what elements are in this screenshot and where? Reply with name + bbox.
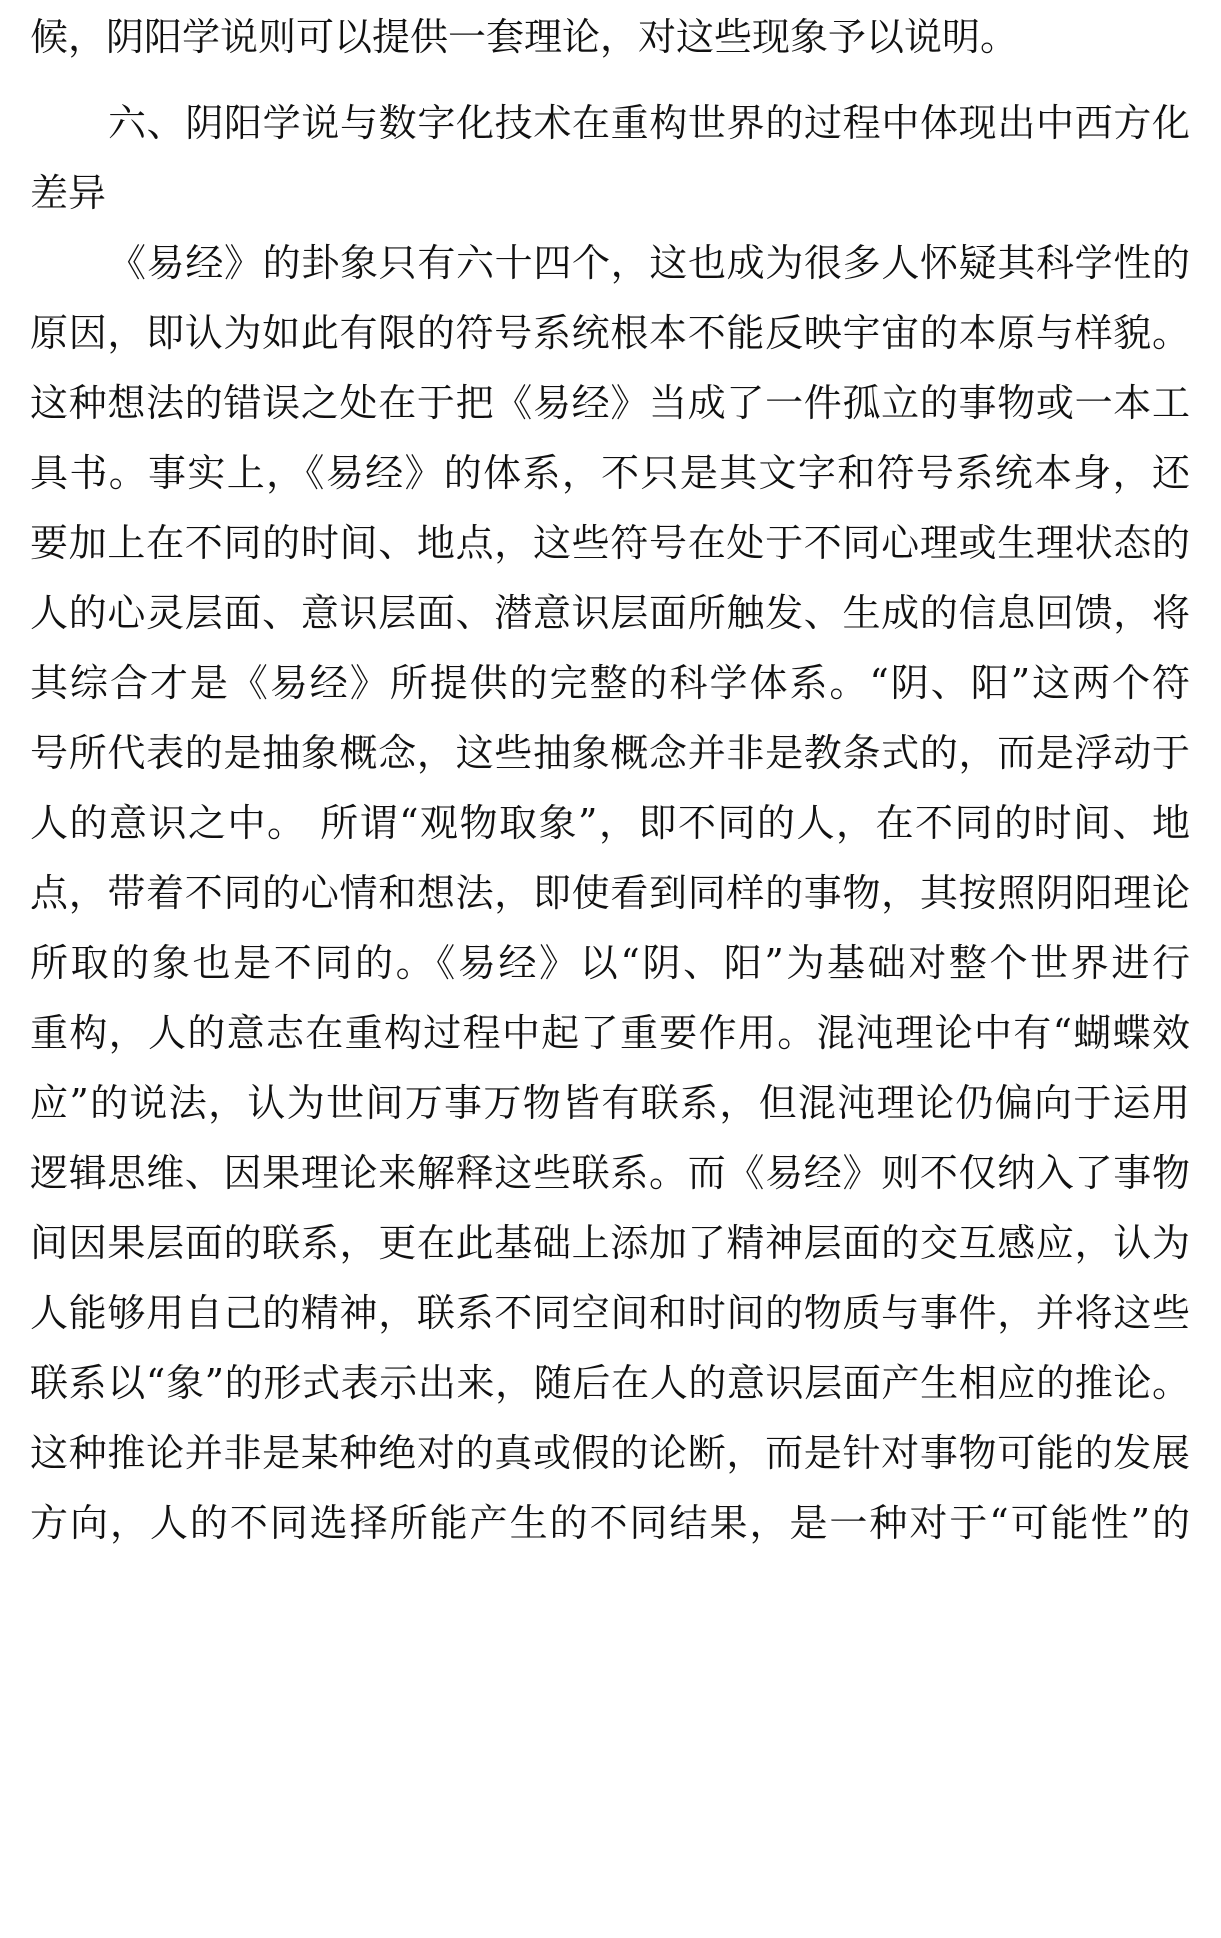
text-line: 联系以“象”的形式表示出来，随后在人的意识层面产生相应的推论。 [30,1361,1190,1405]
text-line: 候，阴阳学说则可以提供一套理论，对这些现象予以说明。 [30,15,1019,59]
text-line: 重构，人的意志在重构过程中起了重要作用。混沌理论中有“蝴蝶效 [30,1011,1190,1055]
section-heading-line: 差异 [30,171,107,215]
text-line: 人的意识之中。 所谓“观物取象”，即不同的人，在不同的时间、地 [30,801,1190,845]
text-line: 要加上在不同的时间、地点，这些符号在处于不同心理或生理状态的 [30,521,1190,565]
text-line: 其综合才是《易经》所提供的完整的科学体系。“阴、阳”这两个符 [30,661,1190,705]
text-line: 逻辑思维、因果理论来解释这些联系。而《易经》则不仅纳入了事物 [30,1151,1190,1195]
text-line: 应”的说法，认为世间万事万物皆有联系，但混沌理论仍偏向于运用 [30,1081,1190,1125]
text-line: 点，带着不同的心情和想法，即使看到同样的事物，其按照阴阳理论 [30,871,1190,915]
text-line: 《易经》的卦象只有六十四个，这也成为很多人怀疑其科学性的 [108,241,1190,285]
text-line: 这种推论并非是某种绝对的真或假的论断，而是针对事物可能的发展 [30,1431,1190,1475]
text-line: 原因，即认为如此有限的符号系统根本不能反映宇宙的本原与样貌。 [30,311,1190,355]
section-heading-line: 六、阴阳学说与数字化技术在重构世界的过程中体现出中西方化 [108,101,1190,145]
text-line: 号所代表的是抽象概念，这些抽象概念并非是教条式的，而是浮动于 [30,731,1190,775]
text-line: 方向，人的不同选择所能产生的不同结果，是一种对于“可能性”的 [30,1501,1190,1545]
text-line: 所取的象也是不同的。《易经》以“阴、阳”为基础对整个世界进行 [30,941,1190,985]
text-line: 人的心灵层面、意识层面、潜意识层面所触发、生成的信息回馈，将 [30,591,1190,635]
text-line: 人能够用自己的精神，联系不同空间和时间的物质与事件，并将这些 [30,1291,1190,1335]
text-line: 具书。事实上，《易经》的体系，不只是其文字和符号系统本身，还 [30,451,1190,495]
text-line: 间因果层面的联系，更在此基础上添加了精神层面的交互感应，认为 [30,1221,1190,1265]
text-line: 这种想法的错误之处在于把《易经》当成了一件孤立的事物或一本工 [30,381,1190,425]
